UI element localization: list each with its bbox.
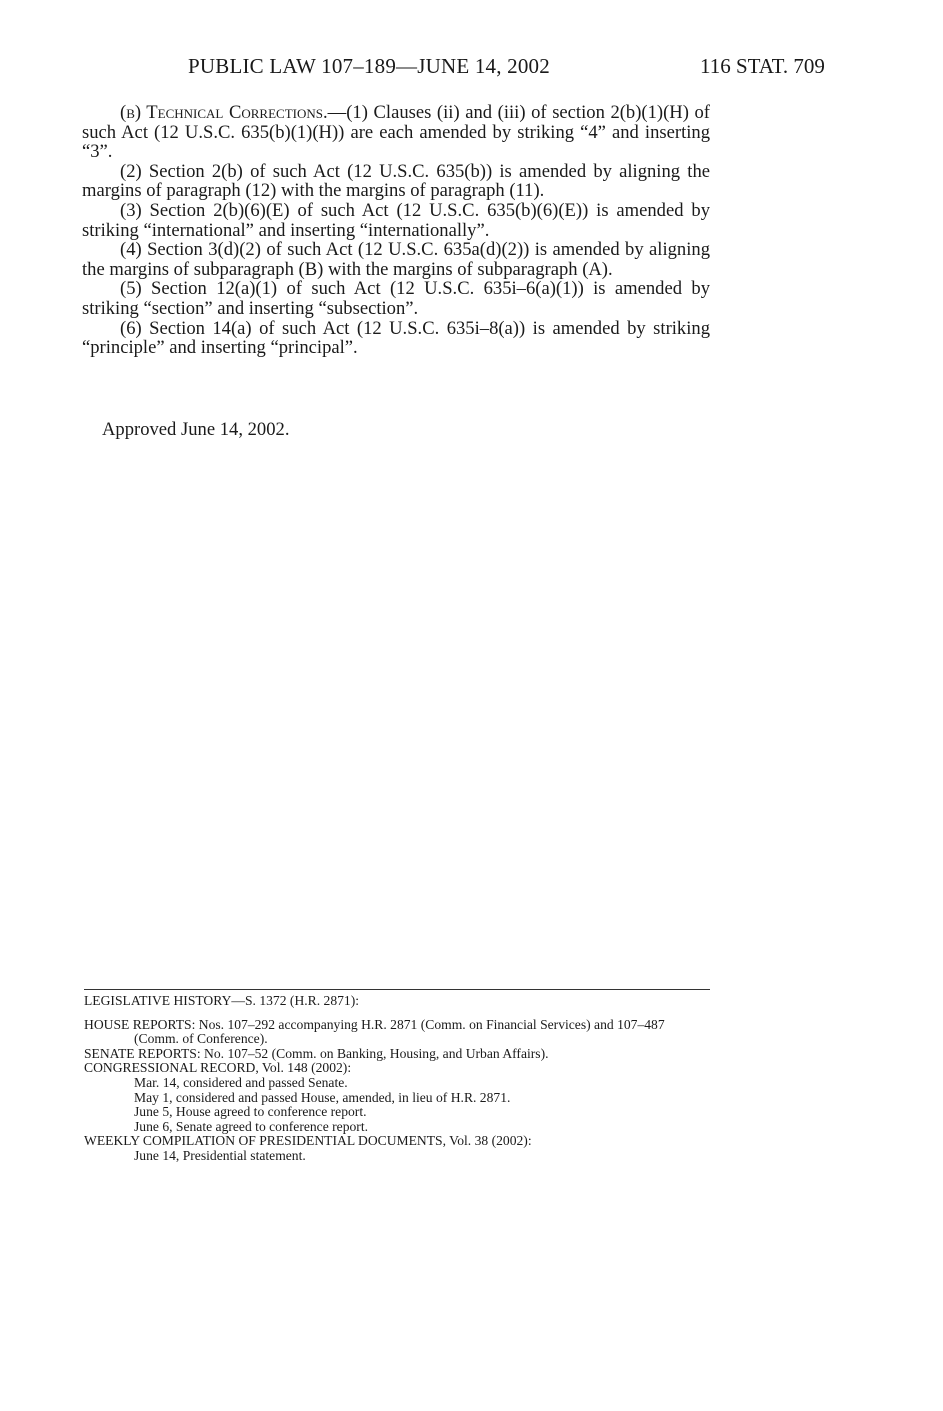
footnote-divider xyxy=(84,989,710,990)
correction-paragraph-1 xyxy=(82,103,710,162)
weekly-compilation: WEEKLY COMPILATION OF PRESIDENTIAL DOCUMENTS, Vol. 38 (2002): xyxy=(84,1133,532,1149)
weekly-compilation-item: June 14, Presidential statement. xyxy=(134,1147,306,1163)
correction-paragraph-1-text: —(1) Clauses (ii) and (iii) of section 2(b)(1)(H) of such Act (12 U.S.C. 635(b)(1)(H)) are each amended by striking “4” and inserting “3”. xyxy=(82,102,710,163)
correction-paragraph-4: (4) Section 3(d)(2) of such Act (12 U.S.C. 635a(d)(2)) is amended by aligning the margins of subparagraph (B) with the margins of subparagraph (A). xyxy=(82,239,710,280)
record-item: May 1, considered and passed House, amended, in lieu of H.R. 2871. xyxy=(134,1089,511,1105)
record-item: Mar. 14, considered and passed Senate. xyxy=(134,1074,348,1090)
house-reports: HOUSE REPORTS: Nos. 107–292 accompanying H.R. 2871 (Comm. on Financial Services) and 107–487 (Comm. of Conference). xyxy=(84,1016,665,1047)
technical-corrections-heading: (b) Technical Corrections. xyxy=(120,102,328,123)
congressional-record: CONGRESSIONAL RECORD, Vol. 148 (2002): xyxy=(84,1060,352,1076)
legislative-history-title: LEGISLATIVE HISTORY—S. 1372 (H.R. 2871): xyxy=(84,993,360,1008)
record-item: June 5, House agreed to conference report. xyxy=(134,1104,367,1120)
correction-paragraph-3: (3) Section 2(b)(6)(E) of such Act (12 U.S.C. 635(b)(6)(E)) is amended by striking “international” and inserting “internationally”. xyxy=(82,199,710,241)
approval-date: Approved June 14, 2002. xyxy=(102,419,290,440)
senate-reports: SENATE REPORTS: No. 107–52 (Comm. on Banking, Housing, and Urban Affairs). xyxy=(84,1045,549,1061)
technical-corrections-section xyxy=(82,103,710,358)
correction-paragraph-2: (2) Section 2(b) of such Act (12 U.S.C. 635(b)) is amended by aligning the margins of paragraph (12) with the margins of paragraph (11). xyxy=(82,160,710,202)
record-item: June 6, Senate agreed to conference report. xyxy=(134,1118,369,1134)
page-header xyxy=(0,54,943,84)
correction-paragraph-5: (5) Section 12(a)(1) of such Act (12 U.S.C. 635i–6(a)(1)) is amended by striking “section” and inserting “subsection”. xyxy=(82,278,710,319)
correction-paragraph-6: (6) Section 14(a) of such Act (12 U.S.C. 635i–8(a)) is amended by striking “principle” and inserting “principal”. xyxy=(82,317,710,359)
running-head: PUBLIC LAW 107–189—JUNE 14, 2002 xyxy=(188,54,550,78)
statutes-page-reference: 116 STAT. 709 xyxy=(700,54,825,78)
legislative-history xyxy=(84,994,712,1164)
